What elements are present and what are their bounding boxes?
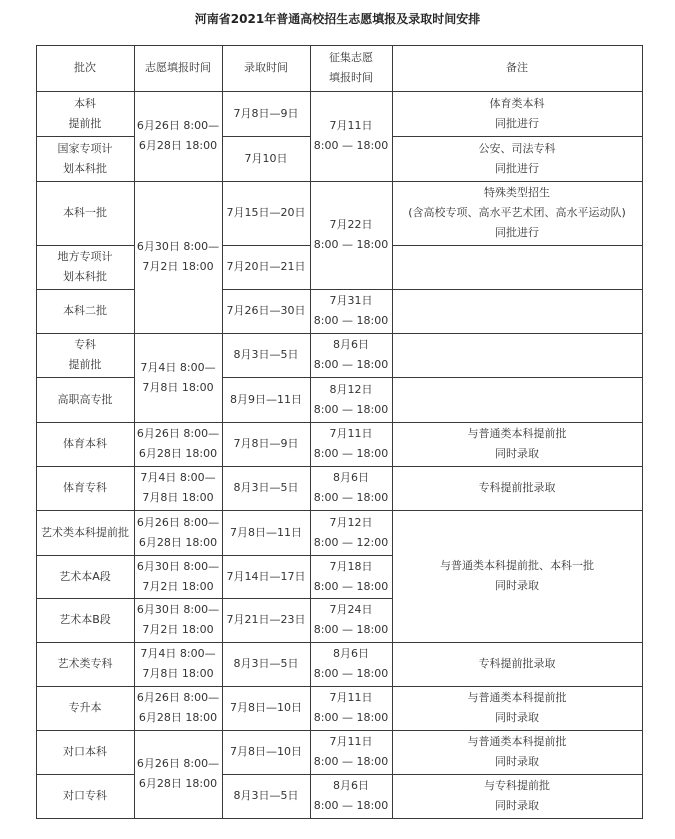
row-divider <box>222 686 311 687</box>
header-remark <box>392 45 642 91</box>
cell-text: 7月2日 18:00 <box>142 260 214 273</box>
cell-text: 7月2日 18:00 <box>142 579 214 593</box>
remark-cell <box>392 686 642 730</box>
row-divider <box>36 333 135 334</box>
fill-time-cell <box>134 598 222 642</box>
solicit-time-cell <box>310 466 392 510</box>
cell-text: 8月3日—5日 <box>233 481 299 494</box>
cell-text: 8:00 — 18:00 <box>313 623 389 636</box>
cell-text: 本科 <box>74 96 96 110</box>
row-divider <box>134 333 223 334</box>
solicit-time-cell <box>310 774 392 818</box>
cell-text: 备注 <box>506 61 528 74</box>
fill-time-cell <box>134 333 222 422</box>
cell-text: 6月28日 18:00 <box>138 139 218 152</box>
cell-text: 6月26日 8:00— <box>136 691 220 704</box>
cell-text: 8:00 — 18:00 <box>313 238 389 251</box>
cell-text: 8:00 — 18:00 <box>313 358 389 371</box>
cell-text: 地方专项计 <box>57 250 113 263</box>
cell-text: 7月8日 18:00 <box>142 491 214 504</box>
column-divider <box>392 45 393 819</box>
batch-cell <box>36 422 134 466</box>
batch-cell <box>36 181 134 245</box>
row-divider <box>222 598 311 599</box>
solicit-time-cell <box>310 422 392 466</box>
cell-text: 体育本科 <box>63 437 107 450</box>
solicit-time-cell <box>310 642 392 686</box>
row-divider <box>222 774 311 775</box>
cell-text: 6月28日 18:00 <box>138 447 218 460</box>
cell-text: 本科二批 <box>63 304 107 317</box>
cell-text: 6月30日 8:00— <box>136 603 220 616</box>
cell-text: 7月20日—21日 <box>226 260 306 273</box>
cell-text: 8月6日 <box>333 471 369 484</box>
cell-text: 本科一批 <box>63 206 107 219</box>
cell-text: 7月21日—23日 <box>226 613 306 626</box>
cell-text: 8:00 — 18:00 <box>313 579 389 593</box>
admit-time-cell <box>222 136 310 181</box>
remark-cell <box>392 730 642 774</box>
admit-time-cell <box>222 466 310 510</box>
remark-cell <box>392 136 642 181</box>
cell-text: 艺术类本科提前批 <box>41 525 129 539</box>
admit-time-cell <box>222 598 310 642</box>
cell-text: 7月11日 <box>329 735 373 748</box>
header-batch <box>36 45 134 91</box>
batch-cell <box>36 642 134 686</box>
cell-text: 对口专科 <box>63 789 107 802</box>
cell-text: 8月12日 <box>329 382 373 396</box>
cell-text: 8月3日—5日 <box>233 789 299 802</box>
page-title: 河南省2021年普通高校招生志愿填报及录取时间安排 <box>194 12 481 26</box>
cell-text: 8月6日 <box>333 647 369 660</box>
solicit-time-cell <box>310 377 392 422</box>
fill-time-cell <box>134 422 222 466</box>
fill-time-cell <box>134 510 222 555</box>
remark-cell <box>392 377 642 422</box>
row-divider <box>36 686 135 687</box>
batch-cell <box>36 333 134 377</box>
row-divider <box>310 466 393 467</box>
batch-cell <box>36 730 134 774</box>
remark-cell <box>392 642 642 686</box>
row-divider <box>392 730 643 731</box>
row-divider <box>310 377 393 378</box>
row-divider <box>392 181 643 182</box>
cell-text: 同时录取 <box>495 755 539 768</box>
cell-text: 志愿填报时间 <box>145 61 211 74</box>
batch-cell <box>36 686 134 730</box>
row-divider <box>222 555 311 556</box>
row-divider <box>134 555 223 556</box>
fill-time-cell <box>134 555 222 598</box>
cell-text: 7月12日 <box>329 515 373 529</box>
cell-text: 7月2日 18:00 <box>142 623 214 636</box>
row-divider <box>134 598 223 599</box>
row-divider <box>134 730 223 731</box>
cell-text: 8月3日—5日 <box>233 657 299 670</box>
remark-cell <box>392 333 642 377</box>
cell-text: 划本科批 <box>63 270 107 283</box>
row-divider <box>222 181 311 182</box>
row-divider <box>310 774 393 775</box>
cell-text: 8月9日—11日 <box>230 392 302 406</box>
row-divider <box>310 598 393 599</box>
cell-text: 7月8日—11日 <box>230 525 302 539</box>
cell-text: 8月6日 <box>333 779 369 792</box>
remark-cell <box>392 91 642 136</box>
cell-text: 7月18日 <box>329 559 373 573</box>
cell-text: 7月11日 <box>329 119 373 132</box>
row-divider <box>36 422 135 423</box>
cell-text: 8:00 — 18:00 <box>313 667 389 680</box>
row-divider <box>392 466 643 467</box>
cell-text: 7月15日—20日 <box>226 206 306 219</box>
row-divider <box>310 642 393 643</box>
solicit-time-cell <box>310 510 392 555</box>
batch-cell <box>36 774 134 818</box>
row-divider <box>134 422 223 423</box>
cell-text: 7月8日—10日 <box>230 745 302 758</box>
row-divider <box>36 466 135 467</box>
cell-text: 7月11日 <box>329 427 373 440</box>
row-divider <box>36 774 135 775</box>
admit-time-cell <box>222 774 310 818</box>
remark-cell <box>392 422 642 466</box>
column-divider <box>310 45 311 819</box>
remark-cell <box>392 245 642 289</box>
cell-text: 体育类本科 <box>489 96 545 110</box>
row-divider <box>392 510 643 511</box>
row-divider <box>310 181 393 182</box>
fill-time-cell <box>134 181 222 333</box>
cell-text: 与普通类本科提前批 <box>467 691 567 704</box>
row-divider <box>36 555 135 556</box>
admit-time-cell <box>222 642 310 686</box>
batch-cell <box>36 289 134 333</box>
admit-time-cell <box>222 245 310 289</box>
cell-text: 7月10日 <box>244 151 288 165</box>
remark-cell <box>392 510 642 642</box>
cell-text: 7月11日 <box>329 691 373 704</box>
cell-text: 高职高专批 <box>57 392 113 406</box>
cell-text: 艺术本B段 <box>59 613 111 626</box>
cell-text: 6月26日 8:00— <box>136 119 220 132</box>
cell-text: 8:00 — 18:00 <box>313 711 389 724</box>
header-fill-time <box>134 45 222 91</box>
admit-time-cell <box>222 730 310 774</box>
row-divider <box>222 510 311 511</box>
admit-time-cell <box>222 181 310 245</box>
cell-text: 7月8日—9日 <box>233 437 299 450</box>
row-divider <box>392 377 643 378</box>
solicit-time-cell <box>310 686 392 730</box>
row-divider <box>392 333 643 334</box>
row-divider <box>222 642 311 643</box>
solicit-time-cell <box>310 555 392 598</box>
cell-text: 7月8日 18:00 <box>142 667 214 680</box>
cell-text: 专升本 <box>68 701 102 714</box>
cell-text: 征集志愿 <box>329 51 373 64</box>
cell-text: 同时录取 <box>495 579 539 592</box>
row-divider <box>134 181 223 182</box>
row-divider <box>134 466 223 467</box>
row-divider <box>310 686 393 687</box>
admit-time-cell <box>222 289 310 333</box>
cell-text: 7月8日 18:00 <box>142 380 214 394</box>
column-divider <box>134 45 135 819</box>
row-divider <box>222 377 311 378</box>
admit-time-cell <box>222 555 310 598</box>
cell-text: 对口本科 <box>63 745 107 758</box>
row-divider <box>36 136 135 137</box>
row-divider <box>392 642 643 643</box>
cell-text: 8月3日—5日 <box>233 348 299 361</box>
cell-text: 7月8日—10日 <box>230 701 302 714</box>
admit-time-cell <box>222 377 310 422</box>
cell-text: 6月26日 8:00— <box>136 515 220 529</box>
remark-cell <box>392 289 642 333</box>
cell-text: 同时录取 <box>495 799 539 812</box>
cell-text: 6月28日 18:00 <box>138 535 218 549</box>
cell-text: 同时录取 <box>495 711 539 724</box>
cell-text: 7月14日—17日 <box>226 569 306 583</box>
row-divider <box>36 642 135 643</box>
header-admit-time <box>222 45 310 91</box>
cell-text: 专科提前批录取 <box>478 657 556 670</box>
cell-text: 划本科批 <box>63 161 107 175</box>
cell-text: 7月4日 8:00— <box>140 471 216 484</box>
row-divider <box>36 289 135 290</box>
cell-text: 8:00 — 18:00 <box>313 491 389 504</box>
row-divider <box>222 136 311 137</box>
row-divider <box>310 510 393 511</box>
batch-cell <box>36 91 134 136</box>
cell-text: 与普通类本科提前批 <box>467 735 567 748</box>
fill-time-cell <box>134 91 222 181</box>
row-divider <box>310 555 393 556</box>
cell-text: 6月26日 8:00— <box>136 757 220 770</box>
fill-time-cell <box>134 466 222 510</box>
row-divider <box>222 466 311 467</box>
cell-text: 提前批 <box>68 358 102 371</box>
fill-time-cell <box>134 642 222 686</box>
solicit-time-cell <box>310 730 392 774</box>
cell-text: 8:00 — 12:00 <box>313 535 389 549</box>
cell-text: 8月6日 <box>333 338 369 351</box>
cell-text: 6月28日 18:00 <box>138 777 218 790</box>
batch-cell <box>36 510 134 555</box>
cell-text: 艺术类专科 <box>57 657 113 670</box>
cell-text: 6月28日 18:00 <box>138 711 218 724</box>
header-solicit-time <box>310 45 392 91</box>
solicit-time-cell <box>310 598 392 642</box>
cell-text: 8:00 — 18:00 <box>313 799 389 812</box>
cell-text: 同批进行 <box>495 226 539 239</box>
solicit-time-cell <box>310 289 392 333</box>
cell-text: 8:00 — 18:00 <box>313 447 389 460</box>
row-divider <box>392 136 643 137</box>
admit-time-cell <box>222 510 310 555</box>
row-divider <box>36 181 135 182</box>
cell-text: 8:00 — 18:00 <box>313 755 389 768</box>
remark-cell <box>392 181 642 245</box>
cell-text: 8:00 — 18:00 <box>313 402 389 416</box>
cell-text: (含高校专项、高水平艺术团、高水平运动队) <box>408 206 626 219</box>
cell-text: 6月30日 8:00— <box>136 559 220 573</box>
row-divider <box>392 774 643 775</box>
admit-time-cell <box>222 91 310 136</box>
cell-text: 6月30日 8:00— <box>136 240 220 253</box>
batch-cell <box>36 598 134 642</box>
row-divider <box>392 686 643 687</box>
row-divider <box>310 333 393 334</box>
batch-cell <box>36 466 134 510</box>
cell-text: 艺术本A段 <box>59 569 111 583</box>
row-divider <box>392 289 643 290</box>
fill-time-cell <box>134 686 222 730</box>
batch-cell <box>36 377 134 422</box>
cell-text: 批次 <box>74 61 96 74</box>
cell-text: 提前批 <box>68 116 102 130</box>
remark-cell <box>392 466 642 510</box>
admit-time-cell <box>222 333 310 377</box>
row-divider <box>222 289 311 290</box>
cell-text: 6月26日 8:00— <box>136 427 220 440</box>
cell-text: 体育专科 <box>63 481 107 494</box>
cell-text: 与普通类本科提前批、本科一批 <box>440 559 594 572</box>
table-border-bottom <box>36 818 643 819</box>
row-divider <box>310 289 393 290</box>
cell-text: 8:00 — 18:00 <box>313 139 389 152</box>
cell-text: 填报时间 <box>329 71 373 84</box>
row-divider <box>392 422 643 423</box>
cell-text: 与普通类本科提前批 <box>467 427 567 440</box>
cell-text: 公安、司法专科 <box>478 141 556 155</box>
solicit-time-cell <box>310 91 392 181</box>
column-divider <box>222 45 223 819</box>
cell-text: 录取时间 <box>244 61 288 74</box>
cell-text: 8:00 — 18:00 <box>313 314 389 327</box>
admit-time-cell <box>222 686 310 730</box>
fill-time-cell <box>134 730 222 818</box>
row-divider <box>36 377 135 378</box>
solicit-time-cell <box>310 181 392 289</box>
cell-text: 与专科提前批 <box>484 779 550 792</box>
remark-cell <box>392 774 642 818</box>
row-divider <box>134 686 223 687</box>
cell-text: 7月4日 8:00— <box>140 360 216 374</box>
cell-text: 7月22日 <box>329 218 373 231</box>
solicit-time-cell <box>310 333 392 377</box>
cell-text: 特殊类型招生 <box>484 186 550 199</box>
batch-cell <box>36 136 134 181</box>
cell-text: 7月8日—9日 <box>233 106 299 120</box>
batch-cell <box>36 245 134 289</box>
cell-text: 7月26日—30日 <box>226 304 306 317</box>
row-divider <box>36 730 135 731</box>
cell-text: 7月4日 8:00— <box>140 647 216 660</box>
header-divider <box>36 91 642 92</box>
cell-text: 同时录取 <box>495 447 539 460</box>
cell-text: 同批进行 <box>495 116 539 130</box>
row-divider <box>222 245 311 246</box>
row-divider <box>222 333 311 334</box>
row-divider <box>134 510 223 511</box>
row-divider <box>36 245 135 246</box>
row-divider <box>36 510 135 511</box>
table-border-right <box>642 45 643 819</box>
cell-text: 7月31日 <box>329 294 373 307</box>
cell-text: 专科提前批录取 <box>478 481 556 494</box>
row-divider <box>36 598 135 599</box>
cell-text: 专科 <box>74 338 96 351</box>
row-divider <box>310 730 393 731</box>
cell-text: 同批进行 <box>495 161 539 175</box>
batch-cell <box>36 555 134 598</box>
cell-text: 国家专项计 <box>57 141 113 155</box>
row-divider <box>222 422 311 423</box>
cell-text: 7月24日 <box>329 603 373 616</box>
row-divider <box>222 730 311 731</box>
row-divider <box>310 422 393 423</box>
row-divider <box>392 245 643 246</box>
row-divider <box>134 642 223 643</box>
admit-time-cell <box>222 422 310 466</box>
